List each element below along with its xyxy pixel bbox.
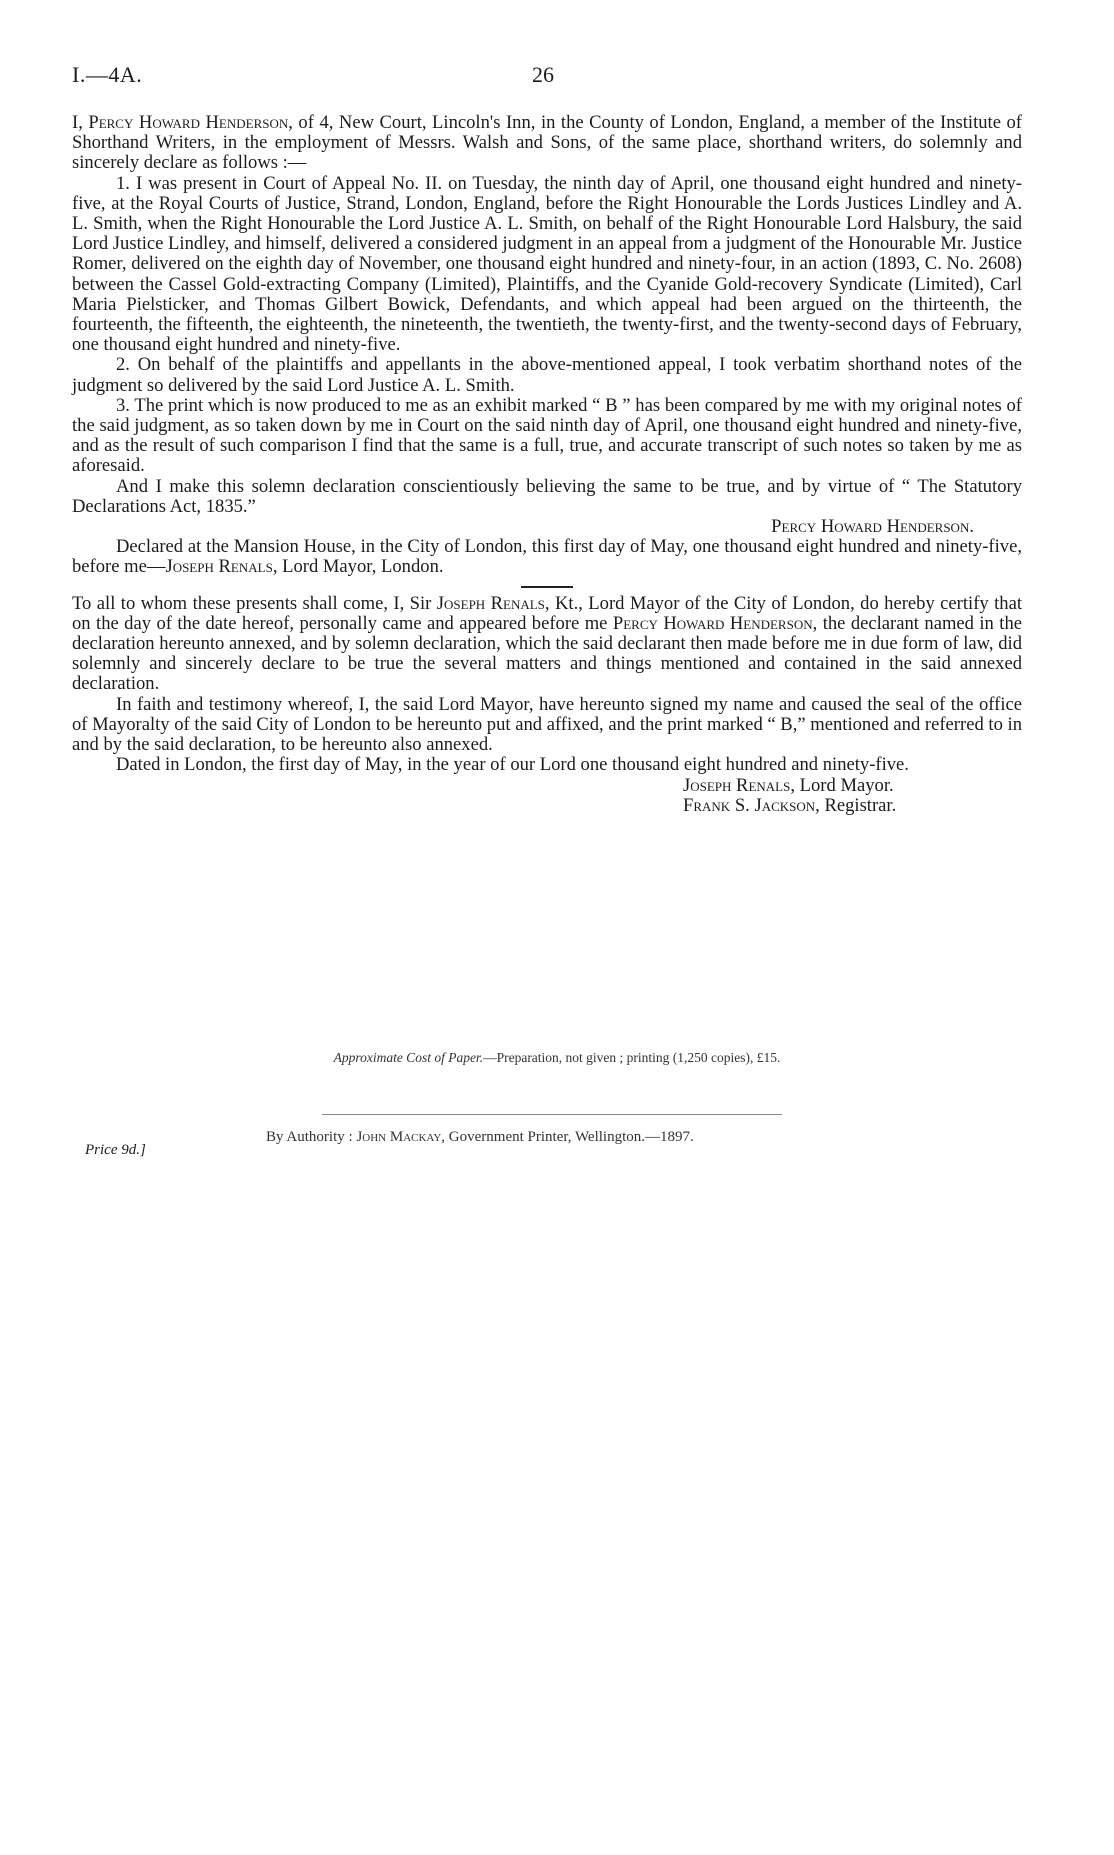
declaration-paragraph-2: 2. On behalf of the plaintiffs and appellants in the above-mentioned appeal, I took verbatim shorthand notes of the judgment so delivered by the said Lord Justice A. L. Smith. [72,354,1022,396]
declared-before: Declared at the Mansion House, in the City of London, this first day of May, one thousand eight hundred and ninety-five, before me—Joseph Renals, Lord Mayor, London. [72,536,1022,578]
lord-mayor-signature: Joseph Renals, Lord Mayor. [683,774,894,796]
declarant-signature: Percy Howard Henderson. [771,516,974,538]
printer-authority: By Authority : John Mackay, Government Printer, Wellington.—1897. [266,1129,694,1145]
declaration-paragraph-4: And I make this solemn declaration conscientiously believing the same to be true, and by virtue of “ The Statutory Declarations Act, 1835.” [72,475,1022,517]
declaration-paragraph-3: 3. The print which is now produced to me as an exhibit marked “ B ” has been compared by me with my original notes of the said judgment, as so taken down by me in Court on the said ninth day of April, one thousand eight hundred and ninety-five, and as the result of such comparison I find that the same is a full, true, and accurate transcript of such notes so taken by me as aforesaid. [72,394,1022,477]
paper-reference: I.—4A. [72,62,143,87]
footer-divider [322,1114,782,1115]
body-text [72,113,1022,816]
price-label: Price 9d.] [85,1142,146,1158]
certificate-paragraph-3: Dated in London, the first day of May, in the year of our Lord one thousand eight hundred and ninety-five. [116,754,909,776]
declaration-paragraph-1: 1. I was present in Court of Appeal No. II. on Tuesday, the ninth day of April, one thousand eight hundred and ninety-five, at the Royal Courts of Justice, Strand, London, England, before the Right Honourable the Lords Justices Lindley and A. L. Smith, when the Right Honourable the Lord Justice A. L. Smith, on behalf of the Right Honourable Lord Halsbury, the said Lord Justice Lindley, and himself, delivered a considered judgment in an appeal from a judgment of the Honourable Mr. Justice Romer, delivered on the eighth day of November, one thousand eight hundred and ninety-four, in an action (1893, C. No. 2608) between the Cassel Gold-extracting Company (Limited), Plaintiffs, and the Cyanide Gold-recovery Syndicate (Limited), Carl Maria Pielsticker, and Thomas Gilbert Bowick, Defendants, and which appeal had been argued on the thirteenth, the fourteenth, the fifteenth, the eighteenth, the nineteenth, the twentieth, the twenty-first, and the twenty-second days of February, one thousand eight hundred and ninety-five. [72,172,1022,356]
page-header [72,62,1032,92]
page-number: 26 [532,62,554,87]
section-divider [521,586,573,588]
certificate-paragraph-2: In faith and testimony whereof, I, the said Lord Mayor, have hereunto signed my name and caused the seal of the office of Mayoralty of the said City of London to be hereunto put and affixed, and the print marked “ B,” mentioned and referred to in and by the said declaration, to be hereunto also annexed. [72,693,1022,756]
registrar-signature: Frank S. Jackson, Registrar. [683,794,897,816]
certificate-paragraph-1: To all to whom these presents shall come, I, Sir Joseph Renals, Kt., Lord Mayor of the City of London, do hereby certify that on the day of the date hereof, personally came and appeared before me Percy Howard Henderson, the declarant named in the declaration hereunto annexed, and by solemn declaration, which the said declarant then made before me in due form of law, did solemnly and sincerely declare to be true the several matters and things mentioned and contained in the said annexed declaration. [72,592,1022,695]
declarant-name: Percy Howard Henderson [88,112,289,133]
approximate-cost-note: Approximate Cost of Paper.—Preparation, not given ; printing (1,250 copies), £15. [333,1050,781,1065]
declaration-intro: I, Percy Howard Henderson, of 4, New Court, Lincoln's Inn, in the County of London, England, a member of the Institute of Shorthand Writers, in the employment of Messrs. Walsh and Sons, of the same place, shorthand writers, do solemnly and sincerely declare as follows :— [72,112,1022,174]
